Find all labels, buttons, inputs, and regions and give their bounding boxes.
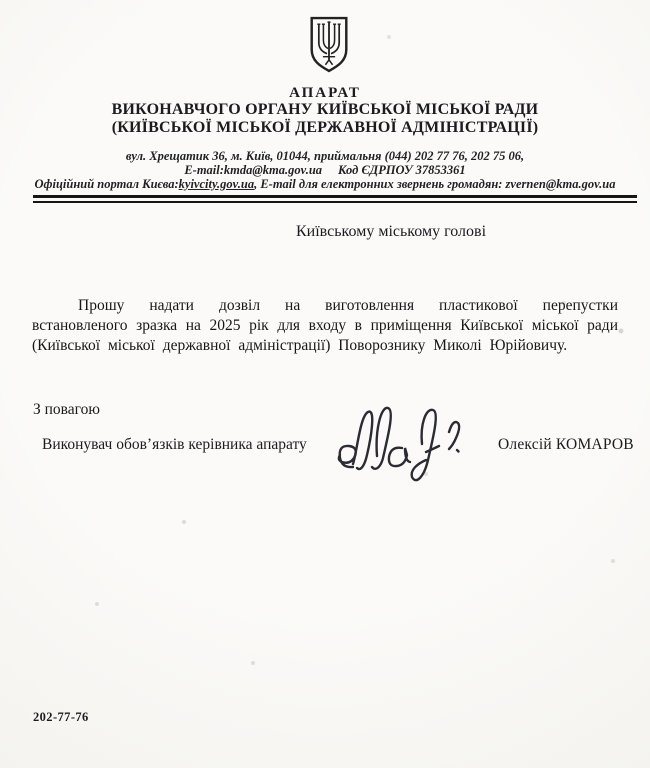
contact-address-line: вул. Хрещатик 36, м. Київ, 01044, приймальня (044) 202 77 76, 202 75 06, <box>125 149 525 163</box>
footer-phone-number: 202-77-76 <box>33 710 89 724</box>
portal-label: Офіційний портал Києва: <box>34 177 179 191</box>
letterhead-org-line1: АПАРАТ <box>289 85 361 101</box>
closing-salutation: З повагою <box>33 401 100 418</box>
letterhead-org-line3: (КИЇВСЬКОЇ МІСЬКОЇ ДЕРЖАВНОЇ АДМІНІСТРАЦІЇ) <box>111 119 539 136</box>
letterhead-org-line2: ВИКОНАВЧОГО ОРГАНУ КИЇВСЬКОЇ МІСЬКОЇ РАДИ <box>111 101 539 118</box>
recipient-line: Київському міському голові <box>296 223 487 240</box>
signer-title: Виконувач обов’язків керівника апарату <box>42 436 307 453</box>
portal-url-link: kyivcity.gov.ua <box>178 177 255 191</box>
portal-suffix: , E-mail для електронних звернень громадян: zvernen@kma.gov.ua <box>254 177 616 191</box>
contact-portal-line <box>0 177 650 192</box>
letterhead-divider-double-rule <box>33 195 637 203</box>
signer-name: Олексій КОМАРОВ <box>498 436 634 453</box>
contact-email-line <box>0 163 650 178</box>
handwritten-signature <box>336 392 474 488</box>
letter-body-paragraph: Прошу надати дозвіл на виготовлення пластикової перепустки встановленого зразка на 2025 рік для входу в приміщення Київської міської ради (Київської міської державної адміністрації) Поворознику Миколі Юрійовичу. <box>32 297 618 354</box>
trident-icon <box>306 15 352 74</box>
contact-email: E-mail:kmda@kma.gov.ua <box>184 163 323 177</box>
scan-noise <box>0 0 2 2</box>
contact-edrpou-code: Код ЄДРПОУ 37853361 <box>338 163 466 177</box>
